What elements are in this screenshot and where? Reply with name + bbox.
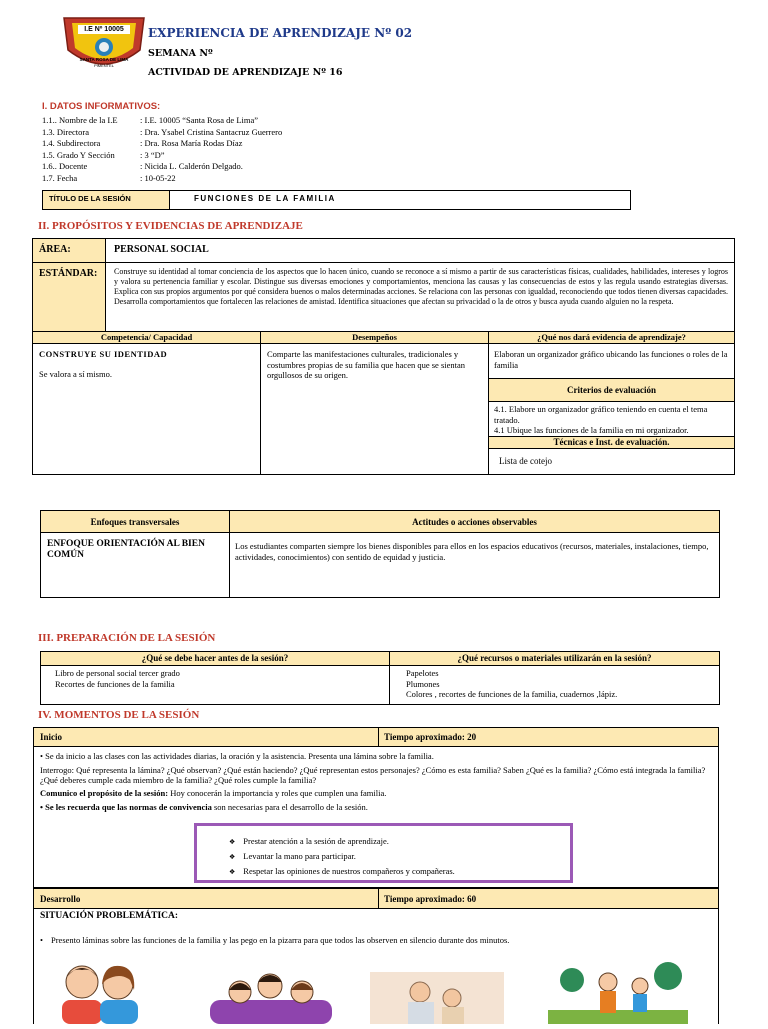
normas-box — [194, 823, 573, 883]
datos-list — [42, 115, 282, 184]
session-title-label: TÍTULO DE LA SESIÓN — [42, 190, 170, 210]
logo-sub-text: PIMENTEL — [93, 63, 114, 68]
capacidad-text: Se valora a sí mismo. — [39, 369, 112, 379]
list-item: Plumones — [406, 678, 440, 689]
family-illustration-1 — [44, 958, 156, 1024]
competencia-name: CONSTRUYE SU IDENTIDAD — [39, 349, 168, 359]
col-competencia: Competencia/ Capacidad — [32, 331, 261, 344]
tecnicas-label: Técnicas e Inst. de evaluación. — [488, 436, 735, 449]
list-item: Papelotes — [406, 668, 439, 678]
page-title: EXPERIENCIA DE APRENDIZAJE Nº 02 — [148, 26, 413, 40]
col-antes: ¿Qué se debe hacer antes de la sesión? — [40, 651, 390, 666]
week-label: SEMANA Nº — [148, 48, 213, 59]
tecnica-cell: Lista de cotejo — [488, 448, 735, 475]
activity-label: ACTIVIDAD DE APRENDIZAJE Nº 16 — [148, 67, 343, 78]
momentos-heading: IV. MOMENTOS DE LA SESIÓN — [38, 709, 200, 721]
datos-row: 1.4. Subdirectora : Dra. Rosa María Rodas Díaz — [42, 138, 243, 148]
school-logo — [56, 14, 152, 76]
datos-row: 1.1.. Nombre de la I.E : I.E. 10005 “Santa Rosa de Lima” — [42, 115, 259, 125]
desarrollo-label: Desarrollo — [33, 888, 379, 909]
inicio-tiempo: Tiempo aproximado: 20 — [378, 727, 719, 747]
col-actitudes: Actitudes o acciones observables — [229, 510, 720, 533]
situacion-label: SITUACIÓN PROBLEMÁTICA: — [40, 911, 179, 921]
criterios-cell: 4.1. Elabore un organizador gráfico teniendo en cuenta el tema tratado. 4.1 Ubique las funciones de la familia en mi organizador. — [488, 401, 735, 437]
col-desempenos: Desempeños — [260, 331, 489, 344]
norma-item: ❖ Prestar atención a la sesión de aprendizaje. — [229, 834, 570, 849]
family-illustration-2 — [206, 970, 336, 1024]
estandar-label: ESTÁNDAR: — [32, 262, 106, 332]
col-enfoque: Enfoques transversales — [40, 510, 230, 533]
actitudes-cell: Los estudiantes comparten siempre los bienes disponibles para ellos en los espacios educativos (recursos, materiales, instalaciones, tiempo, actividades, conocimientos) con sentido de equidad y justicia. — [229, 532, 720, 598]
area-label: ÁREA: — [32, 238, 106, 263]
norma-item: ❖ Levantar la mano para participar. — [229, 849, 570, 864]
col-evidencia: ¿Qué nos dará evidencia de aprendizaje? — [488, 331, 735, 344]
datos-row: 1.5. Grado Y Sección : 3 “D” — [42, 149, 165, 160]
col-recursos: ¿Qué recursos o materiales utilizarán en la sesión? — [389, 651, 720, 666]
datos-row: 1.7. Fecha : 10-05-22 — [42, 172, 176, 183]
competencia-cell — [32, 343, 261, 475]
criterios-label: Criterios de evaluación — [488, 378, 735, 402]
list-item: Libro de personal social tercer grado — [55, 668, 180, 678]
area-value: PERSONAL SOCIAL — [105, 238, 735, 263]
enfoque-cell: ENFOQUE ORIENTACIÓN AL BIEN COMÚN — [40, 532, 230, 598]
desempeno-cell: Comparte las manifestaciones culturales, tradicionales y costumbres propias de su familia que hacen que se sientan orgullosos de su origen. — [260, 343, 489, 475]
datos-row: 1.3. Directora : Dra. Ysabel Cristina Santacruz Guerrero — [42, 126, 283, 137]
propositos-heading: II. PROPÓSITOS Y EVIDENCIAS DE APRENDIZAJE — [38, 220, 303, 232]
logo-top-text: I.E Nº 10005 — [84, 26, 124, 33]
list-item: Recortes de funciones de la familia — [55, 678, 175, 689]
preparacion-heading: III. PREPARACIÓN DE LA SESIÓN — [38, 632, 216, 644]
desarrollo-body: SITUACIÓN PROBLEMÁTICA: • Presento láminas sobre las funciones de la familia y las pego en la pizarra para que todos las observen en silencio durante dos minutos. — [33, 908, 719, 1024]
desarrollo-tiempo: Tiempo aproximado: 60 — [378, 888, 719, 909]
evidencia-cell: Elaboran un organizador gráfico ubicando las funciones o roles de la familia — [488, 343, 735, 379]
datos-heading: I. DATOS INFORMATIVOS: — [42, 101, 161, 112]
inicio-body: • Se da inicio a las clases con las actividades diarias, la oración y la asistencia. Presenta una lámina sobre la familia. Interrogo: Qué representa la lámina? ¿Qué observan? ¿Qué están haciendo? ¿Qué representan estos personajes? ¿Cómo es esta familia? Saben ¿Qué es la familia? ¿Cómo está integrada la familia? ¿Qué deberes cumple cada miembro de la familia? ¿Qué roles cumple la familia? Comunico el propósito de la sesión: Hoy conocerán la importancia y roles que cumplen una familia. • Se les recuerda que las normas de convivencia son necesarias para el desarrollo de la sesión. — [33, 746, 719, 888]
list-item: Colores , recortes de funciones de la familia, cuadernos ,lápiz. — [406, 689, 618, 700]
family-illustration-4 — [548, 960, 688, 1024]
logo-bottom-text: SANTA ROSA DE LIMA — [79, 57, 129, 62]
antes-cell — [40, 665, 390, 705]
datos-row: 1.6.. Docente : Nicida L. Calderón Delgado. — [42, 161, 243, 171]
family-illustration-3 — [370, 972, 504, 1024]
recursos-cell — [389, 665, 720, 705]
inicio-label: Inicio — [33, 727, 379, 747]
estandar-text: Construye su identidad al tomar conciencia de los aspectos que lo hacen único, cuando se reconoce a sí mismo a partir de sus características físicas, cualidades, habilidades, intereses y logros y valora su pertenencia familiar y escolar. Distingue sus diversas emociones y comportamientos, menciona las causas y las consecuencias de estos y las regula usando estrategias diversas. Explica con sus propios argumentos por qué considera buenos o malos determinadas acciones. Se relaciona con las personas con igualdad, reconociendo que todos tienen diversas capacidades. Desarrolla comportamientos que fortalecen las relaciones de amistad. Identifica situaciones que afectan su privacidad o la de otros y busca ayuda cuando alguien no la respeta. — [105, 262, 735, 332]
session-title-value: FUNCIONES DE LA FAMILIA — [169, 190, 631, 210]
norma-item: ❖ Respetar las opiniones de nuestros compañeros y compañeras. — [229, 864, 570, 879]
